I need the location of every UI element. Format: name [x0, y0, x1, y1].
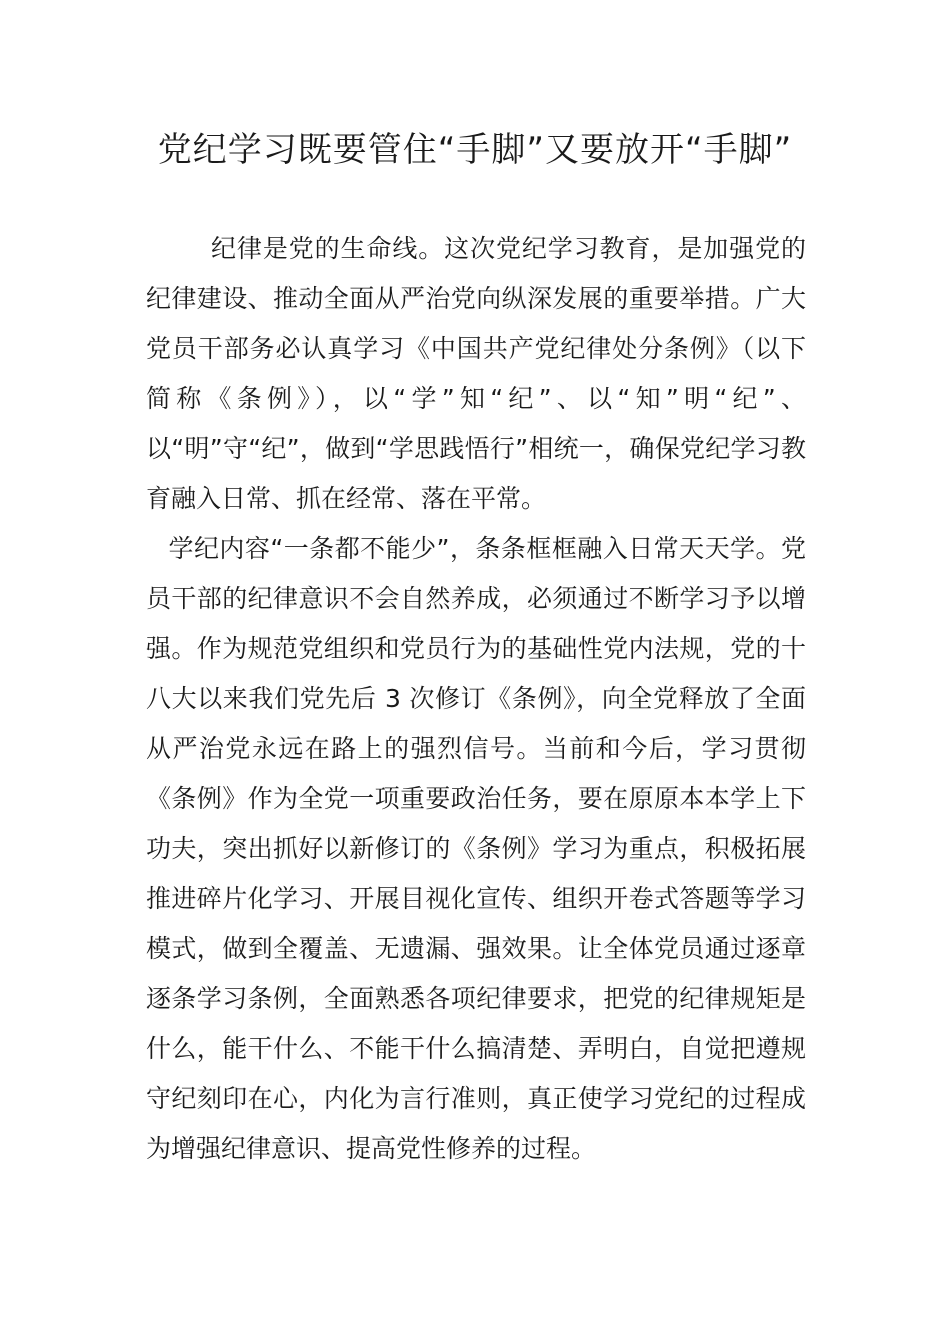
- body-paragraph-1: 纪律是党的生命线。这次党纪学习教育，是加强党的纪律建设、推动全面从严治党向纵深发展的重要举措。广大党员干部务必认真学习《中国共产党纪律处分条例》（以下简称《条例》），以“学”知“纪”、以“知”明“纪”、以“明”守“纪”，做到“学思践悟行”相统一，确保党纪学习教育融入日常、抓在经常、落在平常。: [146, 234, 806, 513]
- document-title: 党纪学习既要管住“手脚”又要放开“手脚”: [157, 130, 793, 170]
- body-paragraph-2: 学纪内容“一条都不能少”，条条框框融入日常天天学。党员干部的纪律意识不会自然养成，必须通过不断学习予以增强。作为规范党组织和党员行为的基础性党内法规，党的十八大以来我们党先后 3 次修订《条例》，向全党释放了全面从严治党永远在路上的强烈信号。当前和今后，学习贯彻《条例》作为全党一项重要政治任务，要在原原本本学上下功夫，突出抓好以新修订的《条例》学习为重点，积极拓展推进碎片化学习、开展目视化宣传、组织开卷式答题等学习模式，做到全覆盖、无遗漏、强效果。让全体党员通过逐章逐条学习条例，全面熟悉各项纪律要求，把党的纪律规矩是什么，能干什么、不能干什么搞清楚、弄明白，自觉把遵规守纪刻印在心，内化为言行准则，真正使学习党纪的过程成为增强纪律意识、提高党性修养的过程。: [146, 534, 806, 1163]
